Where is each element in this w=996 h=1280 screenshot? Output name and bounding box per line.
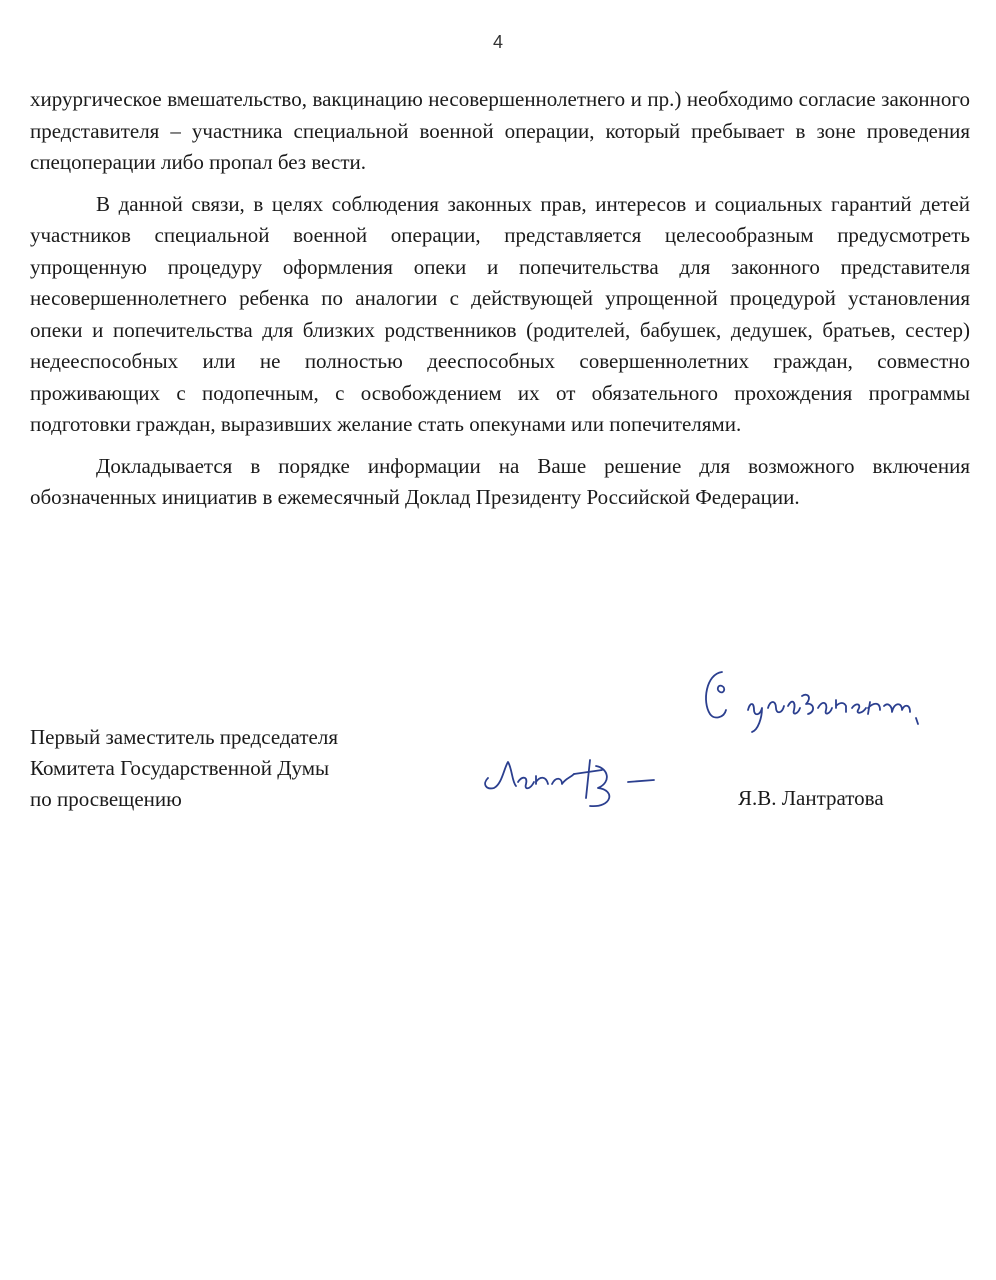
page-number: 4 xyxy=(492,32,503,52)
handwritten-signature xyxy=(478,738,678,818)
signatory-title xyxy=(30,722,450,815)
signatory-title-line-1: Первый заместитель председателя xyxy=(30,725,338,749)
signatory-title-line-2: Комитета Государственной Думы xyxy=(30,756,330,780)
signatory-title-line-3: по просвещению xyxy=(30,787,182,811)
document-body xyxy=(30,84,970,524)
paragraph-report: Докладывается в порядке информации на Ваше решение для возможного включения обозначенных инициатив в ежемесячный Доклад Президенту Российской Федерации. xyxy=(30,453,970,509)
handwritten-regards xyxy=(696,662,946,742)
signatory-name: Я.В. Лантратова xyxy=(738,786,884,810)
paragraph-continuation: хирургическое вмешательство, вакцинацию несовершеннолетнего и пр.) необходимо согласие законного представителя – участника специальной военной операции, который пребывает в зоне проведения спецоперации либо пропал без вести. xyxy=(30,87,970,174)
paragraph-proposal: В данной связи, в целях соблюдения законных прав, интересов и социальных гарантий детей участников специальной военной операции, представляется целесообразным предусмотреть упрощенную процедуру оформления опеки и попечительства для законного представителя несовершеннолетнего ребенка по аналогии с действующей упрощенной процедурой установления опеки и попечительства для близких родственников (родителей, бабушек, дедушек, братьев, сестер) недееспособных или не полностью дееспособных совершеннолетних граждан, совместно проживающих с подопечным, с освобождением их от обязательного прохождения программы подготовки граждан, выразивших желание стать опекунами или попечителями. xyxy=(30,191,970,436)
